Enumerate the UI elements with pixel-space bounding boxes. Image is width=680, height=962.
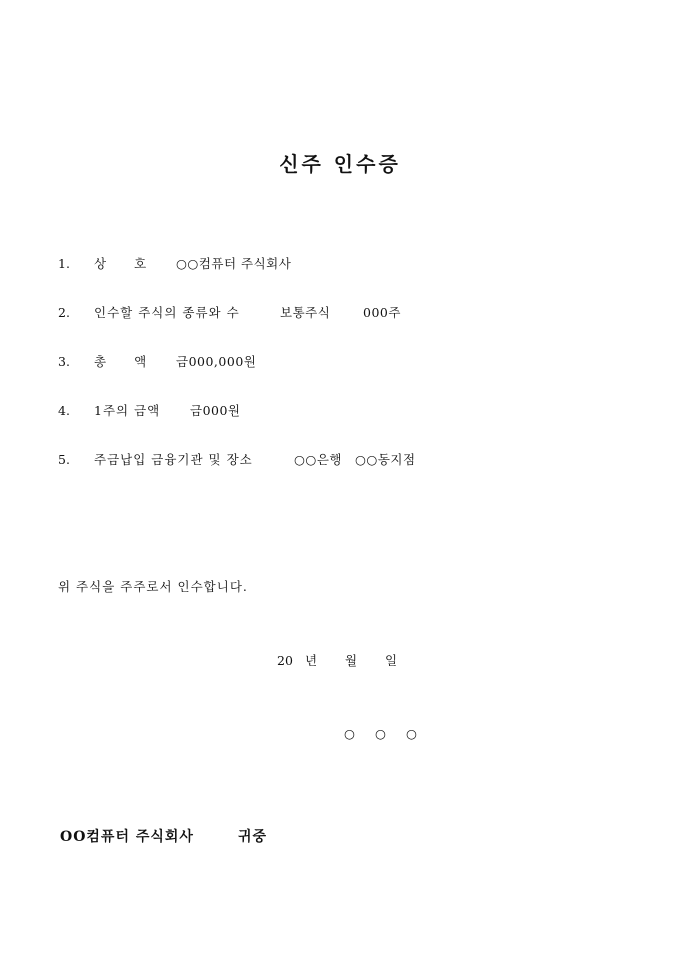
item-number: 4. bbox=[58, 403, 70, 418]
date-line bbox=[277, 651, 397, 669]
item-value: 보통주식 bbox=[280, 305, 331, 320]
item-label: 주금납입 금융기관 및 장소 bbox=[94, 452, 253, 467]
item-label: 상 호 bbox=[94, 256, 148, 271]
item-value: 금000원 bbox=[190, 403, 241, 418]
list-item bbox=[58, 452, 638, 501]
item-value: ○○컴퓨터 주식회사 bbox=[176, 256, 292, 271]
item-number: 2. bbox=[58, 305, 70, 320]
date-year-unit: 년 bbox=[305, 653, 318, 668]
item-number: 1. bbox=[58, 256, 70, 271]
recipient-line bbox=[60, 826, 267, 846]
item-label: 총 액 bbox=[94, 354, 148, 369]
recipient-honorific: 귀중 bbox=[238, 829, 268, 845]
item-value: ○○은행 bbox=[294, 452, 342, 467]
item-value-secondary: ○○동지점 bbox=[355, 452, 416, 467]
signer-name bbox=[344, 726, 437, 741]
item-label: 1주의 금액 bbox=[94, 403, 161, 418]
date-year-prefix: 20 bbox=[277, 653, 293, 668]
list-item bbox=[58, 256, 638, 305]
item-label: 인수할 주식의 종류와 수 bbox=[94, 305, 240, 320]
date-day-unit: 일 bbox=[385, 653, 398, 668]
date-month-unit: 월 bbox=[345, 653, 358, 668]
item-list bbox=[58, 256, 638, 501]
item-value: 금000,000원 bbox=[176, 354, 257, 369]
list-item bbox=[58, 354, 638, 403]
signer-char: ○ bbox=[375, 726, 386, 741]
list-item bbox=[58, 305, 638, 354]
statement-text: 위 주식을 주주로서 인수합니다. bbox=[58, 579, 248, 594]
item-number: 5. bbox=[58, 452, 70, 467]
document-title: 신주 인수증 bbox=[279, 152, 401, 176]
signer-char: ○ bbox=[344, 726, 355, 741]
signer-char: ○ bbox=[406, 726, 417, 741]
item-value-secondary: 000주 bbox=[363, 305, 401, 320]
list-item bbox=[58, 403, 638, 452]
item-number: 3. bbox=[58, 354, 70, 369]
recipient-company: OO컴퓨터 주식회사 bbox=[60, 829, 194, 845]
